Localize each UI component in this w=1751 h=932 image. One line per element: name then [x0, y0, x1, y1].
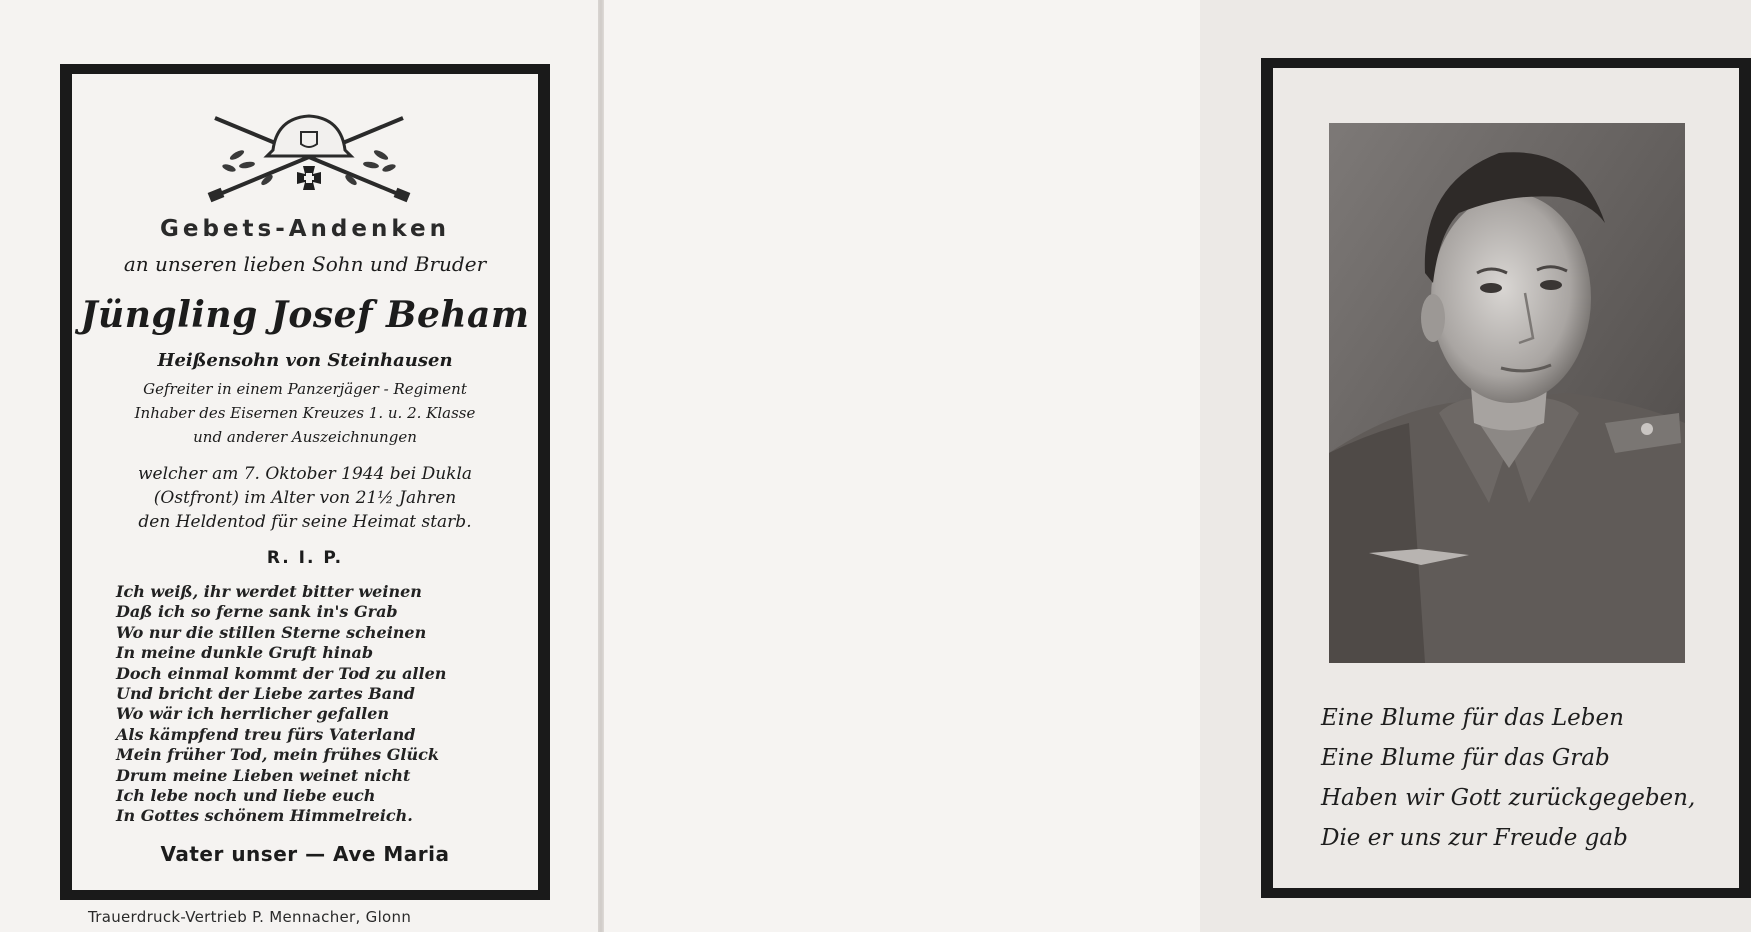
- poem-line: Ich lebe noch und liebe euch: [116, 786, 376, 806]
- poem-line: In meine dunkle Gruft hinab: [116, 643, 374, 663]
- closing-verse: [1321, 698, 1701, 858]
- rank-line: Gefreiter in einem Panzerjäger - Regiment: [143, 380, 467, 398]
- poem-line: Wo nur die stillen Sterne scheinen: [116, 622, 427, 642]
- poem-line: Daß ich so ferne sank in's Grab: [116, 602, 398, 622]
- poem-line: Mein früher Tod, mein frühes Glück: [116, 745, 439, 765]
- death-line-3: den Heldentod für seine Heimat starb.: [138, 512, 472, 532]
- printer-imprint: Trauerdruck-Vertrieb P. Mennacher, Glonn: [88, 908, 412, 926]
- soldier-portrait-photo: [1329, 123, 1685, 663]
- deceased-name: Jüngling Josef Beham: [80, 294, 530, 336]
- card-heading: Gebets-Andenken: [159, 216, 451, 242]
- award-line-1: Inhaber des Eisernen Kreuzes 1. u. 2. Klasse: [134, 404, 476, 422]
- poem-line: Und bricht der Liebe zartes Band: [116, 684, 415, 704]
- poem-line: In Gottes schönem Himmelreich.: [116, 806, 413, 826]
- death-line-2: (Ostfront) im Alter von 21½ Jahren: [153, 488, 457, 508]
- verse-line: Haben wir Gott zurückgegeben,: [1321, 785, 1696, 811]
- poem-line: Doch einmal kommt der Tod zu allen: [116, 663, 447, 683]
- dedication-line: an unseren lieben Sohn und Bruder: [123, 252, 487, 276]
- helmet-swords-iron-cross-icon: [207, 110, 411, 204]
- death-line-1: welcher am 7. Oktober 1944 bei Dukla: [137, 464, 473, 484]
- verse-line: Die er uns zur Freude gab: [1321, 825, 1628, 851]
- right-card: [604, 0, 1696, 932]
- award-line-2: und anderer Auszeichnungen: [193, 428, 417, 446]
- poem-line: Ich weiß, ihr werdet bitter weinen: [116, 582, 422, 601]
- origin-line: Heißensohn von Steinhausen: [157, 350, 453, 371]
- poem-line: Drum meine Lieben weinet nicht: [116, 765, 411, 785]
- verse-line: Eine Blume für das Grab: [1321, 745, 1610, 771]
- verse-line: Eine Blume für das Leben: [1321, 705, 1624, 731]
- rip-text: R. I. P.: [266, 548, 344, 568]
- poem-line: Als kämpfend treu fürs Vaterland: [116, 724, 416, 744]
- prayer-line: Vater unser — Ave Maria: [160, 842, 450, 866]
- mourning-border-left: [60, 64, 550, 900]
- poem-line: Wo wär ich herrlicher gefallen: [116, 704, 390, 724]
- left-card: [0, 0, 598, 932]
- memorial-poem: [116, 582, 506, 827]
- mourning-border-right: [1261, 58, 1751, 898]
